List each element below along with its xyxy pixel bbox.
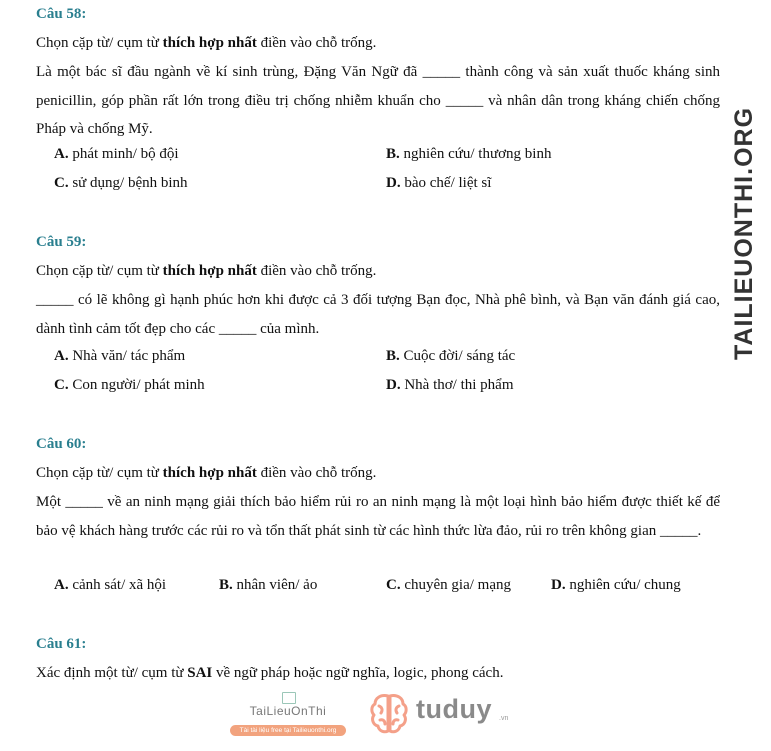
question-58-passage: Là một bác sĩ đầu ngành về kí sinh trùng, Đặng Văn Ngữ đã _____ thành công và sản xuất thuốc kháng sinh penicillin, góp phần rất lớn trong điều trị chống nhiễm khuẩn cho _____ và nhân dân trong kháng chiến chống Pháp và chống Mỹ. bbox=[36, 64, 720, 137]
question-59-option-b[interactable]: B. Cuộc đời/ sáng tác bbox=[386, 348, 516, 364]
question-59-option-c[interactable]: C. Con người/ phát minh bbox=[54, 377, 205, 393]
question-58-option-a[interactable]: A. phát minh/ bộ đội bbox=[54, 146, 179, 162]
brain-icon bbox=[369, 692, 409, 736]
question-60-label: Câu 60: bbox=[36, 436, 87, 452]
question-61-instruction: Xác định một từ/ cụm từ SAI về ngữ pháp hoặc ngữ nghĩa, logic, phong cách. bbox=[36, 665, 504, 681]
watermark-text: TAILIEUONTHI.ORG bbox=[730, 106, 758, 360]
question-60-passage: Một _____ về an ninh mạng giải thích bảo hiểm rủi ro an ninh mạng là một loại hình bảo hiểm được thiết kế để bảo vệ khách hàng trước các rủi ro và tổn thất phát sinh từ các hình thức lừa đảo, rủi ro trên không gian _____. bbox=[36, 494, 720, 539]
tailieuonthi-tagline: Tài tài liệu free tại Tailieuonthi.org bbox=[230, 725, 346, 736]
question-59-option-d[interactable]: D. Nhà thơ/ thi phẩm bbox=[386, 377, 514, 393]
question-58-option-d[interactable]: D. bào chế/ liệt sĩ bbox=[386, 175, 492, 191]
question-58-option-b[interactable]: B. nghiên cứu/ thương binh bbox=[386, 146, 552, 162]
question-58-label: Câu 58: bbox=[36, 6, 87, 22]
question-58-option-c[interactable]: C. sử dụng/ bệnh binh bbox=[54, 175, 188, 191]
tuduy-wordmark[interactable]: tuduy bbox=[416, 694, 492, 724]
question-60-option-d[interactable]: D. nghiên cứu/ chung bbox=[551, 577, 681, 593]
tailieuonthi-logo[interactable] bbox=[226, 690, 350, 742]
question-60-option-c[interactable]: C. chuyên gia/ mạng bbox=[386, 577, 511, 593]
question-59-instruction: Chọn cặp từ/ cụm từ thích hợp nhất điền vào chỗ trống. bbox=[36, 263, 377, 279]
question-61-label: Câu 61: bbox=[36, 636, 87, 652]
question-58-instruction: Chọn cặp từ/ cụm từ thích hợp nhất điền vào chỗ trống. bbox=[36, 35, 377, 51]
question-59-option-a[interactable]: A. Nhà văn/ tác phẩm bbox=[54, 348, 186, 364]
book-icon bbox=[282, 692, 296, 704]
question-60-option-b[interactable]: B. nhân viên/ ảo bbox=[219, 577, 318, 593]
question-59-passage: _____ có lẽ không gì hạnh phúc hơn khi được cả 3 đối tượng Bạn đọc, Nhà phê bình, và Bạn văn đánh giá cao, dành tình cảm tốt đẹp cho các _____ của mình. bbox=[36, 292, 720, 337]
question-60-instruction: Chọn cặp từ/ cụm từ thích hợp nhất điền vào chỗ trống. bbox=[36, 465, 377, 481]
question-59-label: Câu 59: bbox=[36, 234, 87, 250]
question-60-option-a[interactable]: A. cảnh sát/ xã hội bbox=[54, 577, 167, 593]
footer bbox=[0, 690, 771, 751]
tailieuonthi-name: TaiLieuOnThi bbox=[249, 704, 327, 718]
tuduy-domain: .vn bbox=[499, 715, 509, 722]
